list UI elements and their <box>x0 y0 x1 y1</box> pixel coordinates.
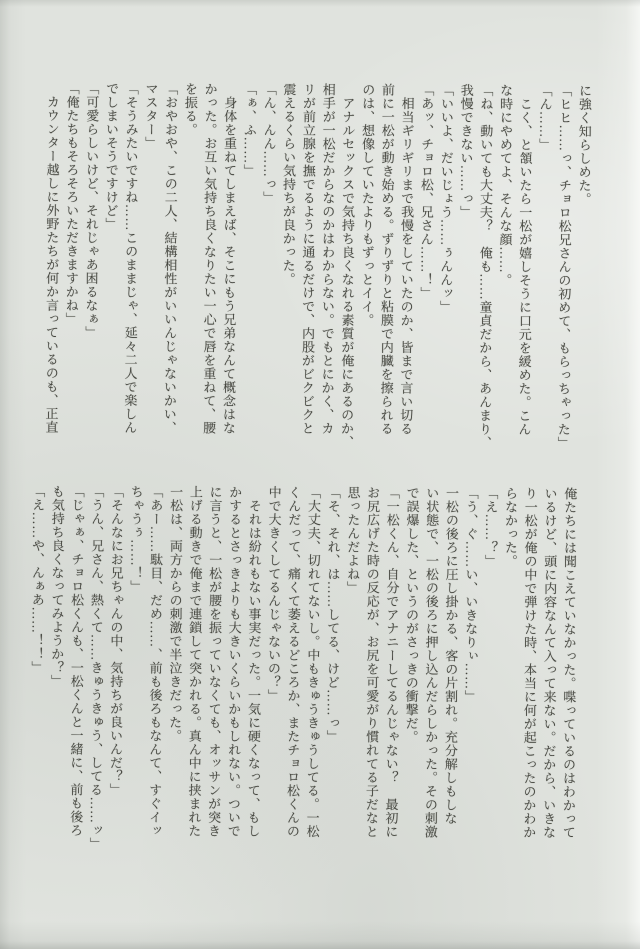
text-line: アナルセックスで気持ち良くなれる素質が俺にあるのか、 <box>338 82 356 449</box>
text-line: 相手が一松だからなのかはわからない。でもとにかく、カ <box>319 82 336 436</box>
text-line: 「一松くん、自分でアナニーしてるんじゃない？ 最初に <box>383 486 400 839</box>
text-line: リが前立腺を撫でるように通るだけで、内股がビクビクと <box>299 82 317 436</box>
text-line: で誤爆した、というのがさっきの衝撃だ。 <box>403 486 420 744</box>
text-line: 「ん、んん……っ」 <box>261 82 277 205</box>
text-line: 一松の後ろに圧し掛かる、客の片割れ。充分解しもしな <box>442 486 460 826</box>
text-line: に強く知らしめた。 <box>576 83 592 206</box>
text-line: お尻広げた時の反応が、お尻を可愛がり慣れてる子だなと <box>363 486 381 839</box>
text-band-top <box>41 82 594 464</box>
text-line: 「う、ぐ……い、いきなりぃ……」 <box>462 486 479 704</box>
text-line: それは紛れもない事実だった。一気に硬くなって、もし <box>245 485 262 838</box>
text-line: 「いいよ、だいじょう……ぅんんッ」 <box>438 83 455 314</box>
text-line: 「そうみたいですね……このままじゃ、延々二人で楽しん <box>122 81 139 435</box>
text-line: 中で大きくしてるんじゃないの？」 <box>265 485 282 703</box>
text-line: 「おやおや、この二人、結構相性がいいんじゃないかい、 <box>161 82 179 435</box>
text-line: ちゃうぅ……！」 <box>128 484 144 594</box>
text-line: 「あー……駄目、だめ……、前も後ろもなんて、すぐイッ <box>146 485 164 838</box>
text-line: くんだって、痛くて萎えるどころか、またチョロ松くんの <box>284 485 302 839</box>
text-line: 「ん……」 <box>537 83 553 152</box>
text-line: に言うと、一松が腰を振っていなくても、オッサンが突き <box>206 485 223 838</box>
text-line: 相当ギリギリまで我慢をしていたのか、皆まで言い切る <box>398 83 415 436</box>
text-line: かするとさっきよりも大きいくらいかもしれない。ついで <box>225 485 243 838</box>
text-line: 「うん、兄さん、熱くて……きゅうきゅう、してる……ッ」 <box>87 484 105 851</box>
text-line: 思ったんだよね」 <box>345 485 361 595</box>
text-line: を振る。 <box>182 82 198 137</box>
text-line: 「ね、動いても大丈夫？ 俺も……童貞だから、あんまり、 <box>476 83 494 450</box>
text-line: でしまいそうですけど」 <box>103 81 120 231</box>
text-line: らなかった。 <box>502 486 519 568</box>
text-line: も気持ち良くなってみようか？」 <box>49 484 65 688</box>
text-line: な時にやめてよ、そんな顔……。 <box>497 83 514 287</box>
text-line: 一松は、両方からの刺激で半泣きだった。 <box>167 485 184 743</box>
text-line: り一松が俺の中で弾けた時、本当に何が起こったのかわか <box>521 486 538 840</box>
text-line: 「え……や、んぁあ……！！」 <box>29 484 46 675</box>
text-band-bottom <box>26 485 579 867</box>
text-line: 「じゃぁ、チョロ松くんも、一松くんと一緒に、前も後ろ <box>68 484 85 838</box>
text-line: 我慢できない……っ」 <box>458 83 474 219</box>
text-line: 「ヒヒ……っ、チョロ松兄さんの初めて、もらっちゃった」 <box>555 83 573 450</box>
text-line: 前に一松が動き始める。ずりずりと粘膜で内臓を擦られる <box>378 83 395 436</box>
text-line: 「あッ、チョロ松、兄さん……！」 <box>418 83 435 301</box>
text-line: マスター」 <box>143 82 159 150</box>
text-line: 「ぁ、ふ……」 <box>241 82 258 178</box>
text-line: いるけど、頭に内容なんて入って来ない。だから、いきな <box>541 486 558 840</box>
text-line: 「可愛らしいけど、それじゃあ困るなぁ」 <box>83 81 100 340</box>
text-line: 「大丈夫、切れてないし。中もきゅうきゅうしてる。一松 <box>304 485 322 839</box>
text-line: こく、と頷いたら一松が嬉しそうに口元を緩めた。こん <box>516 83 533 437</box>
text-line: 「そ、それ、は……してる、けど……っ」 <box>324 485 341 744</box>
text-line: 上げる動きで俺まで連鎖して突かれる。真ん中に挟まれた <box>186 485 203 838</box>
text-line: 震えるくらい気持ちが良かった。 <box>280 82 297 286</box>
text-line: 「え……？」 <box>483 486 499 568</box>
text-line: い状態で、一松の後ろに押し込んだらしかった。その刺激 <box>422 486 440 839</box>
text-line: のは、想像していたよりもずっとイイ。 <box>359 82 376 327</box>
page-text-block <box>31 82 594 884</box>
text-line: 「俺たちもそろそろいただきますかね」 <box>63 81 80 326</box>
text-line: 「そんなにお兄ちゃんの中、気持ちが良いんだ？」 <box>107 484 125 797</box>
text-line: カウンター越しに外野たちが何か言っているのも、正直 <box>43 81 61 434</box>
text-line: 身体を重ねてしまえば、そこにもう兄弟なんて概念はな <box>220 82 238 435</box>
text-line: 俺たちには聞こえていなかった。喋っているのはわかって <box>560 486 578 840</box>
text-line: かった。お互い気持ち良くなりたい一心で唇を重ねて、腰 <box>201 82 218 435</box>
